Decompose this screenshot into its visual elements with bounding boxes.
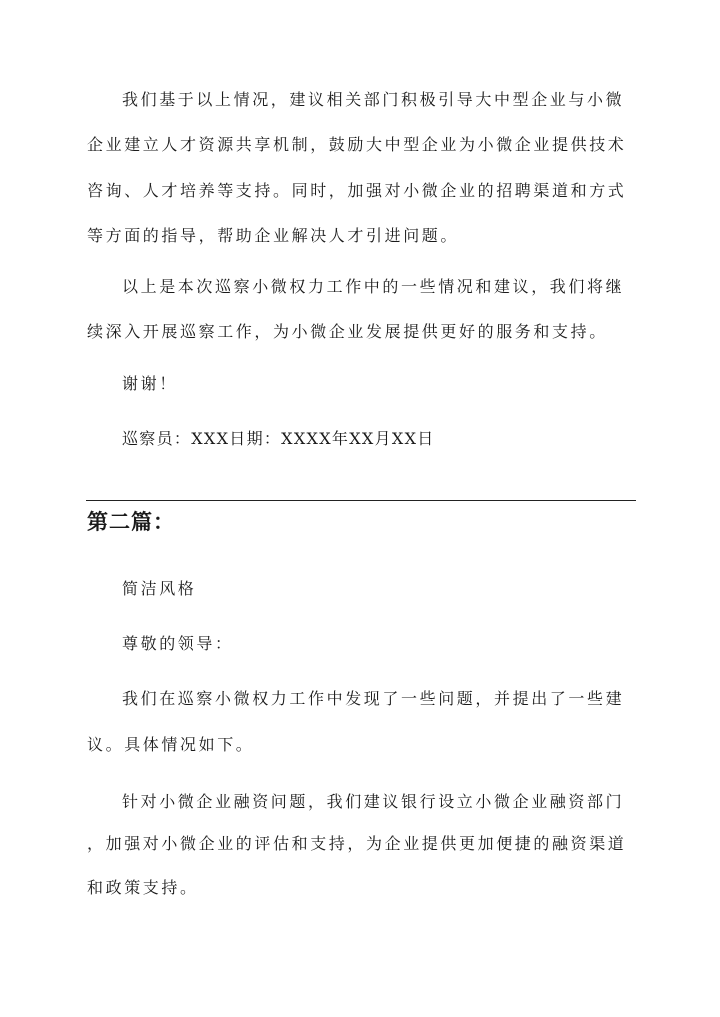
paragraph-line: 我们基于以上情况，建议相关部门积极引导大中型企业与小微 bbox=[122, 90, 625, 109]
paragraph-line: 续深入开展巡察工作，为小微企业发展提供更好的服务和支持。 bbox=[87, 322, 608, 341]
paragraph-line: 我们在巡察小微权力工作中发现了一些问题，并提出了一些建 bbox=[122, 689, 625, 708]
paragraph-line: 议。具体情况如下。 bbox=[87, 735, 255, 754]
paragraph-line: 咨询、人才培养等支持。同时，加强对小微企业的招聘渠道和方式 bbox=[87, 181, 627, 200]
section-heading: 第二篇： bbox=[87, 509, 175, 534]
paragraph-line: 和政策支持。 bbox=[87, 878, 199, 897]
paragraph-line: 企业建立人才资源共享机制，鼓励大中型企业为小微企业提供技术 bbox=[87, 135, 627, 154]
signature-line: 巡察员：XXX日期：XXXX年XX月XX日 bbox=[122, 429, 435, 448]
paragraph-line: 以上是本次巡察小微权力工作中的一些情况和建议，我们将继 bbox=[122, 277, 625, 296]
paragraph-line: 等方面的指导，帮助企业解决人才引进问题。 bbox=[87, 226, 460, 245]
section-divider bbox=[86, 500, 636, 501]
paragraph-line: 针对小微企业融资问题，我们建议银行设立小微企业融资部门 bbox=[122, 792, 625, 811]
style-label: 简洁风格 bbox=[122, 579, 197, 598]
salutation: 尊敬的领导： bbox=[122, 634, 234, 653]
paragraph-line: ，加强对小微企业的评估和支持，为企业提供更加便捷的融资渠道 bbox=[87, 834, 627, 853]
thanks-text: 谢谢！ bbox=[122, 374, 178, 393]
